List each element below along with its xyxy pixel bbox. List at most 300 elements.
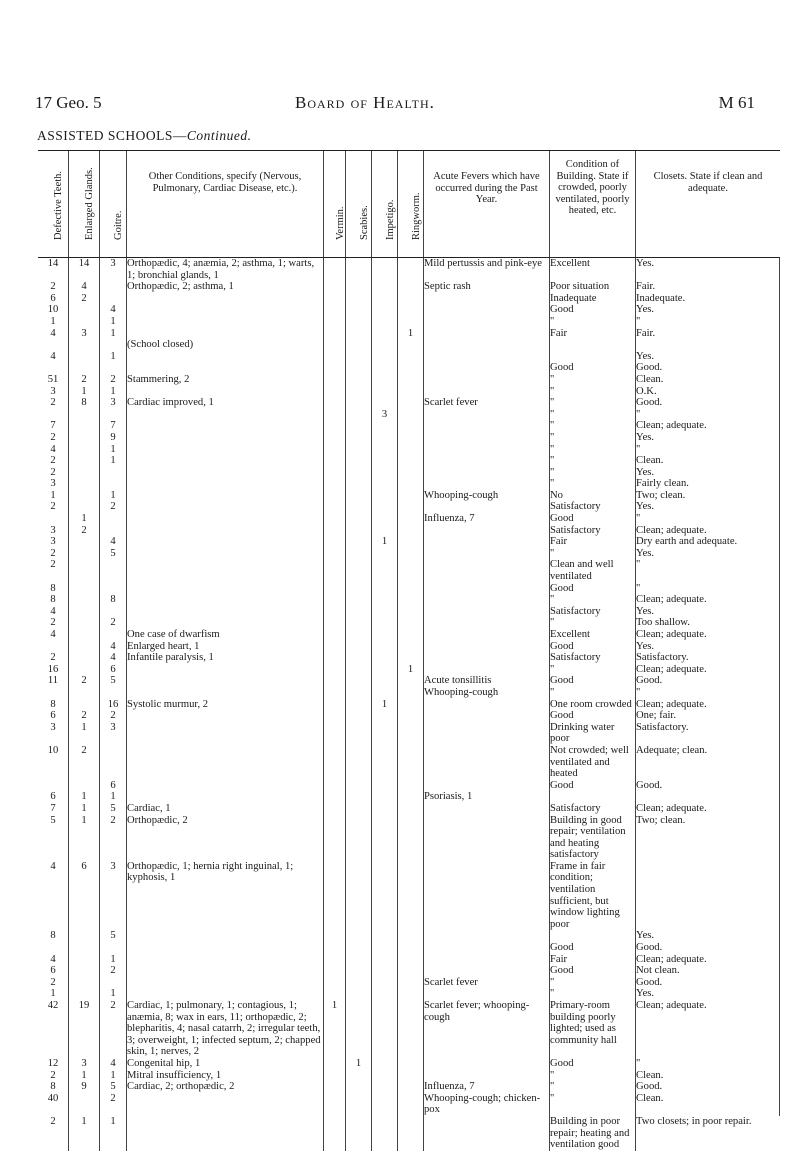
cell-enlarged-glands xyxy=(69,304,100,316)
cell-other-conditions xyxy=(127,606,324,618)
cell-vermin xyxy=(324,281,346,293)
cell-other-conditions: Enlarged heart, 1 xyxy=(127,641,324,653)
cell-closets: O.K. xyxy=(636,386,780,398)
cell-ringworm xyxy=(398,351,424,363)
cell-impetigo xyxy=(372,1116,398,1151)
cell-other-conditions: Systolic murmur, 2 xyxy=(127,699,324,711)
cell-acute-fevers: Scarlet fever; whooping-cough xyxy=(424,1000,550,1058)
cell-goitre: 4 xyxy=(100,536,127,548)
cell-enlarged-glands xyxy=(69,965,100,977)
cell-other-conditions: Infantile paralysis, 1 xyxy=(127,652,324,664)
cell-other-conditions xyxy=(127,1116,324,1151)
cell-scabies xyxy=(346,954,372,966)
cell-acute-fevers xyxy=(424,617,550,629)
cell-scabies xyxy=(346,652,372,664)
cell-building-condition: " xyxy=(550,455,636,467)
cell-other-conditions xyxy=(127,583,324,595)
cell-building-condition: " xyxy=(550,687,636,699)
cell-enlarged-glands xyxy=(69,954,100,966)
cell-impetigo xyxy=(372,432,398,444)
cell-enlarged-glands xyxy=(69,629,100,641)
cell-ringworm xyxy=(398,954,424,966)
cell-vermin xyxy=(324,965,346,977)
cell-other-conditions xyxy=(127,687,324,699)
cell-ringworm xyxy=(398,362,424,374)
cell-other-conditions xyxy=(127,548,324,560)
cell-ringworm xyxy=(398,397,424,409)
cell-vermin xyxy=(324,722,346,745)
cell-impetigo xyxy=(372,710,398,722)
cell-defective-teeth: 8 xyxy=(38,930,69,942)
cell-acute-fevers xyxy=(424,988,550,1000)
cell-acute-fevers xyxy=(424,339,550,351)
cell-building-condition: " xyxy=(550,594,636,606)
cell-scabies xyxy=(346,617,372,629)
cell-scabies xyxy=(346,942,372,954)
cell-goitre: 1 xyxy=(100,386,127,398)
cell-scabies xyxy=(346,1081,372,1093)
cell-other-conditions xyxy=(127,351,324,363)
cell-other-conditions: (School closed) xyxy=(127,339,324,351)
cell-defective-teeth: 4 xyxy=(38,954,69,966)
cell-ringworm xyxy=(398,815,424,861)
cell-acute-fevers: Mild pertussis and pink-eye xyxy=(424,258,550,281)
cell-scabies xyxy=(346,861,372,931)
cell-scabies xyxy=(346,664,372,676)
cell-enlarged-glands: 6 xyxy=(69,861,100,931)
cell-enlarged-glands xyxy=(69,559,100,582)
cell-vermin: 1 xyxy=(324,1000,346,1058)
cell-enlarged-glands: 3 xyxy=(69,1058,100,1070)
cell-goitre: 5 xyxy=(100,548,127,560)
cell-acute-fevers xyxy=(424,536,550,548)
cell-enlarged-glands xyxy=(69,594,100,606)
cell-goitre: 6 xyxy=(100,780,127,792)
cell-impetigo xyxy=(372,722,398,745)
cell-impetigo xyxy=(372,977,398,989)
cell-impetigo xyxy=(372,397,398,409)
cell-ringworm xyxy=(398,1070,424,1082)
cell-enlarged-glands xyxy=(69,444,100,456)
cell-vermin xyxy=(324,675,346,687)
cell-closets: Good. xyxy=(636,362,780,374)
cell-building-condition: " xyxy=(550,478,636,490)
cell-impetigo xyxy=(372,1093,398,1116)
cell-closets: " xyxy=(636,316,780,328)
cell-goitre xyxy=(100,409,127,421)
cell-enlarged-glands xyxy=(69,780,100,792)
cell-enlarged-glands xyxy=(69,977,100,989)
cell-other-conditions xyxy=(127,362,324,374)
cell-impetigo xyxy=(372,374,398,386)
cell-other-conditions xyxy=(127,675,324,687)
cell-enlarged-glands xyxy=(69,478,100,490)
cell-building-condition: " xyxy=(550,374,636,386)
cell-vermin xyxy=(324,1058,346,1070)
cell-ringworm xyxy=(398,444,424,456)
cell-defective-teeth: 2 xyxy=(38,397,69,409)
cell-vermin xyxy=(324,478,346,490)
cell-closets: Fair. xyxy=(636,281,780,293)
cell-enlarged-glands xyxy=(69,606,100,618)
cell-goitre: 2 xyxy=(100,374,127,386)
cell-scabies xyxy=(346,594,372,606)
cell-other-conditions xyxy=(127,965,324,977)
cell-acute-fevers xyxy=(424,803,550,815)
col-closets: Closets. State if clean and adequate. xyxy=(653,171,763,194)
cell-impetigo xyxy=(372,988,398,1000)
cell-other-conditions xyxy=(127,490,324,502)
cell-ringworm xyxy=(398,942,424,954)
cell-closets: Yes. xyxy=(636,606,780,618)
cell-enlarged-glands: 2 xyxy=(69,675,100,687)
col-ringworm: Ringworm. xyxy=(398,151,424,257)
cell-impetigo xyxy=(372,328,398,340)
cell-vermin xyxy=(324,1093,346,1116)
cell-scabies xyxy=(346,803,372,815)
cell-impetigo xyxy=(372,606,398,618)
cell-enlarged-glands xyxy=(69,641,100,653)
cell-closets: Dry earth and adequate. xyxy=(636,536,780,548)
col-enlarged-glands: Enlarged Glands. xyxy=(69,151,100,257)
cell-ringworm xyxy=(398,930,424,942)
cell-defective-teeth xyxy=(38,780,69,792)
cell-building-condition: Good xyxy=(550,780,636,792)
cell-enlarged-glands: 1 xyxy=(69,1116,100,1151)
cell-scabies xyxy=(346,1070,372,1082)
cell-defective-teeth: 6 xyxy=(38,791,69,803)
cell-enlarged-glands xyxy=(69,988,100,1000)
cell-vermin xyxy=(324,1081,346,1093)
header-center: Board of Health. xyxy=(295,93,435,112)
cell-scabies xyxy=(346,583,372,595)
cell-acute-fevers: Influenza, 7 xyxy=(424,513,550,525)
cell-acute-fevers: Acute tonsillitis xyxy=(424,675,550,687)
cell-impetigo xyxy=(372,652,398,664)
cell-ringworm xyxy=(398,699,424,711)
cell-defective-teeth: 3 xyxy=(38,525,69,537)
cell-goitre xyxy=(100,583,127,595)
cell-other-conditions xyxy=(127,444,324,456)
cell-acute-fevers xyxy=(424,664,550,676)
cell-building-condition: " xyxy=(550,432,636,444)
cell-acute-fevers xyxy=(424,525,550,537)
cell-enlarged-glands: 1 xyxy=(69,791,100,803)
cell-closets: Clean; adequate. xyxy=(636,629,780,641)
cell-acute-fevers xyxy=(424,455,550,467)
cell-building-condition: Good xyxy=(550,583,636,595)
cell-impetigo xyxy=(372,1058,398,1070)
cell-acute-fevers xyxy=(424,652,550,664)
cell-scabies xyxy=(346,745,372,780)
cell-closets: Yes. xyxy=(636,641,780,653)
cell-ringworm xyxy=(398,386,424,398)
cell-closets: " xyxy=(636,687,780,699)
cell-acute-fevers: Influenza, 7 xyxy=(424,1081,550,1093)
header-page-number: M 61 xyxy=(718,93,755,112)
cell-acute-fevers xyxy=(424,861,550,931)
cell-impetigo xyxy=(372,281,398,293)
cell-building-condition: " xyxy=(550,1081,636,1093)
cell-defective-teeth: 3 xyxy=(38,478,69,490)
cell-acute-fevers xyxy=(424,699,550,711)
cell-enlarged-glands: 19 xyxy=(69,1000,100,1058)
cell-vermin xyxy=(324,304,346,316)
cell-building-condition: Good xyxy=(550,641,636,653)
cell-defective-teeth: 14 xyxy=(38,258,69,281)
cell-vermin xyxy=(324,559,346,582)
cell-enlarged-glands xyxy=(69,687,100,699)
col-defective-teeth: Defective Teeth. xyxy=(38,151,69,257)
cell-vermin xyxy=(324,397,346,409)
cell-goitre xyxy=(100,293,127,305)
cell-enlarged-glands xyxy=(69,490,100,502)
cell-impetigo xyxy=(372,513,398,525)
cell-ringworm xyxy=(398,1116,424,1151)
cell-ringworm xyxy=(398,803,424,815)
cell-goitre: 1 xyxy=(100,444,127,456)
cell-other-conditions xyxy=(127,1093,324,1116)
cell-closets: Satisfactory. xyxy=(636,722,780,745)
table-body xyxy=(38,258,780,1151)
cell-enlarged-glands xyxy=(69,432,100,444)
cell-building-condition xyxy=(550,930,636,942)
cell-scabies xyxy=(346,548,372,560)
cell-defective-teeth: 6 xyxy=(38,710,69,722)
cell-scabies xyxy=(346,501,372,513)
cell-building-condition: Satisfactory xyxy=(550,803,636,815)
cell-building-condition: Good xyxy=(550,710,636,722)
cell-defective-teeth: 2 xyxy=(38,559,69,582)
cell-impetigo xyxy=(372,629,398,641)
cell-other-conditions xyxy=(127,386,324,398)
cell-vermin xyxy=(324,1116,346,1151)
cell-vermin xyxy=(324,362,346,374)
cell-vermin xyxy=(324,954,346,966)
cell-other-conditions: One case of dwarfism xyxy=(127,629,324,641)
cell-acute-fevers xyxy=(424,1058,550,1070)
cell-scabies xyxy=(346,455,372,467)
cell-ringworm: 1 xyxy=(398,664,424,676)
cell-vermin xyxy=(324,386,346,398)
cell-acute-fevers xyxy=(424,501,550,513)
cell-goitre xyxy=(100,478,127,490)
cell-building-condition: " xyxy=(550,617,636,629)
cell-defective-teeth xyxy=(38,513,69,525)
cell-scabies xyxy=(346,675,372,687)
cell-enlarged-glands: 1 xyxy=(69,722,100,745)
cell-impetigo xyxy=(372,258,398,281)
cell-scabies xyxy=(346,490,372,502)
cell-other-conditions: Cardiac, 2; orthopædic, 2 xyxy=(127,1081,324,1093)
cell-closets: " xyxy=(636,444,780,456)
cell-impetigo xyxy=(372,641,398,653)
cell-goitre xyxy=(100,559,127,582)
cell-defective-teeth: 7 xyxy=(38,420,69,432)
cell-impetigo xyxy=(372,675,398,687)
cell-defective-teeth: 12 xyxy=(38,1058,69,1070)
cell-other-conditions xyxy=(127,501,324,513)
cell-building-condition: Satisfactory xyxy=(550,606,636,618)
cell-vermin xyxy=(324,513,346,525)
cell-closets: Good. xyxy=(636,397,780,409)
cell-goitre: 9 xyxy=(100,432,127,444)
cell-building-condition: Good xyxy=(550,965,636,977)
cell-ringworm xyxy=(398,409,424,421)
cell-other-conditions: Congenital hip, 1 xyxy=(127,1058,324,1070)
cell-scabies xyxy=(346,722,372,745)
cell-acute-fevers xyxy=(424,548,550,560)
cell-closets: Clean. xyxy=(636,374,780,386)
cell-vermin xyxy=(324,699,346,711)
cell-ringworm: 1 xyxy=(398,328,424,340)
cell-closets: Clean; adequate. xyxy=(636,525,780,537)
cell-ringworm xyxy=(398,988,424,1000)
cell-goitre: 1 xyxy=(100,351,127,363)
cell-impetigo xyxy=(372,687,398,699)
cell-defective-teeth: 2 xyxy=(38,432,69,444)
cell-ringworm xyxy=(398,745,424,780)
cell-scabies xyxy=(346,386,372,398)
cell-building-condition: Inadequate xyxy=(550,293,636,305)
cell-defective-teeth: 8 xyxy=(38,1081,69,1093)
cell-closets: Yes. xyxy=(636,304,780,316)
cell-goitre: 5 xyxy=(100,803,127,815)
cell-defective-teeth xyxy=(38,409,69,421)
cell-impetigo xyxy=(372,1000,398,1058)
cell-goitre: 4 xyxy=(100,641,127,653)
cell-scabies xyxy=(346,965,372,977)
cell-building-condition: One room crowded xyxy=(550,699,636,711)
cell-impetigo xyxy=(372,861,398,931)
cell-other-conditions xyxy=(127,328,324,340)
cell-enlarged-glands xyxy=(69,942,100,954)
cell-impetigo xyxy=(372,490,398,502)
cell-acute-fevers xyxy=(424,641,550,653)
cell-building-condition: Fair xyxy=(550,328,636,340)
cell-impetigo xyxy=(372,930,398,942)
cell-impetigo xyxy=(372,954,398,966)
cell-other-conditions xyxy=(127,722,324,745)
cell-closets: Good. xyxy=(636,780,780,792)
cell-defective-teeth: 2 xyxy=(38,455,69,467)
cell-defective-teeth: 2 xyxy=(38,501,69,513)
cell-building-condition: Good xyxy=(550,942,636,954)
cell-enlarged-glands: 1 xyxy=(69,386,100,398)
cell-enlarged-glands: 3 xyxy=(69,328,100,340)
cell-acute-fevers xyxy=(424,780,550,792)
cell-other-conditions xyxy=(127,594,324,606)
cell-ringworm xyxy=(398,1000,424,1058)
cell-enlarged-glands xyxy=(69,617,100,629)
cell-building-condition xyxy=(550,791,636,803)
cell-ringworm xyxy=(398,791,424,803)
cell-acute-fevers: Whooping-cough xyxy=(424,490,550,502)
cell-defective-teeth: 51 xyxy=(38,374,69,386)
cell-goitre: 3 xyxy=(100,397,127,409)
cell-ringworm xyxy=(398,455,424,467)
cell-ringworm xyxy=(398,629,424,641)
cell-vermin xyxy=(324,536,346,548)
cell-closets: Adequate; clean. xyxy=(636,745,780,780)
cell-other-conditions xyxy=(127,409,324,421)
cell-closets: Yes. xyxy=(636,258,780,281)
cell-building-condition: Excellent xyxy=(550,629,636,641)
cell-closets: Yes. xyxy=(636,351,780,363)
cell-scabies xyxy=(346,791,372,803)
cell-defective-teeth: 3 xyxy=(38,386,69,398)
cell-other-conditions: Orthopædic, 1; hernia right inguinal, 1; kyphosis, 1 xyxy=(127,861,324,931)
cell-defective-teeth: 4 xyxy=(38,351,69,363)
cell-enlarged-glands: 2 xyxy=(69,374,100,386)
cell-impetigo xyxy=(372,1081,398,1093)
cell-impetigo xyxy=(372,1070,398,1082)
cell-ringworm xyxy=(398,594,424,606)
cell-enlarged-glands: 2 xyxy=(69,710,100,722)
cell-scabies xyxy=(346,478,372,490)
cell-scabies xyxy=(346,444,372,456)
cell-enlarged-glands xyxy=(69,930,100,942)
cell-other-conditions xyxy=(127,293,324,305)
cell-goitre xyxy=(100,942,127,954)
table-header xyxy=(38,150,780,258)
cell-vermin xyxy=(324,930,346,942)
cell-scabies xyxy=(346,710,372,722)
cell-impetigo xyxy=(372,339,398,351)
cell-vermin xyxy=(324,664,346,676)
cell-ringworm xyxy=(398,525,424,537)
cell-acute-fevers xyxy=(424,293,550,305)
cell-closets: Clean. xyxy=(636,1070,780,1082)
cell-goitre: 4 xyxy=(100,1058,127,1070)
cell-impetigo xyxy=(372,316,398,328)
cell-enlarged-glands: 2 xyxy=(69,745,100,780)
cell-impetigo xyxy=(372,420,398,432)
cell-closets: Two; clean. xyxy=(636,815,780,861)
cell-closets: Fairly clean. xyxy=(636,478,780,490)
cell-other-conditions xyxy=(127,536,324,548)
cell-impetigo xyxy=(372,467,398,479)
cell-vermin xyxy=(324,617,346,629)
cell-enlarged-glands: 9 xyxy=(69,1081,100,1093)
cell-building-condition: " xyxy=(550,386,636,398)
cell-vermin xyxy=(324,420,346,432)
cell-vermin xyxy=(324,641,346,653)
cell-enlarged-glands: 1 xyxy=(69,513,100,525)
cell-ringworm xyxy=(398,1058,424,1070)
cell-acute-fevers xyxy=(424,1070,550,1082)
cell-other-conditions xyxy=(127,930,324,942)
cell-ringworm xyxy=(398,536,424,548)
cell-goitre: 2 xyxy=(100,617,127,629)
cell-closets: " xyxy=(636,559,780,582)
cell-acute-fevers xyxy=(424,386,550,398)
cell-defective-teeth: 2 xyxy=(38,652,69,664)
cell-other-conditions xyxy=(127,432,324,444)
cell-scabies xyxy=(346,328,372,340)
cell-closets: Yes. xyxy=(636,988,780,1000)
cell-other-conditions: Cardiac, 1 xyxy=(127,803,324,815)
cell-other-conditions xyxy=(127,304,324,316)
cell-ringworm xyxy=(398,478,424,490)
cell-enlarged-glands xyxy=(69,316,100,328)
cell-scabies xyxy=(346,629,372,641)
cell-impetigo xyxy=(372,664,398,676)
cell-impetigo: 1 xyxy=(372,536,398,548)
cell-goitre: 1 xyxy=(100,316,127,328)
cell-closets: Too shallow. xyxy=(636,617,780,629)
cell-scabies xyxy=(346,780,372,792)
